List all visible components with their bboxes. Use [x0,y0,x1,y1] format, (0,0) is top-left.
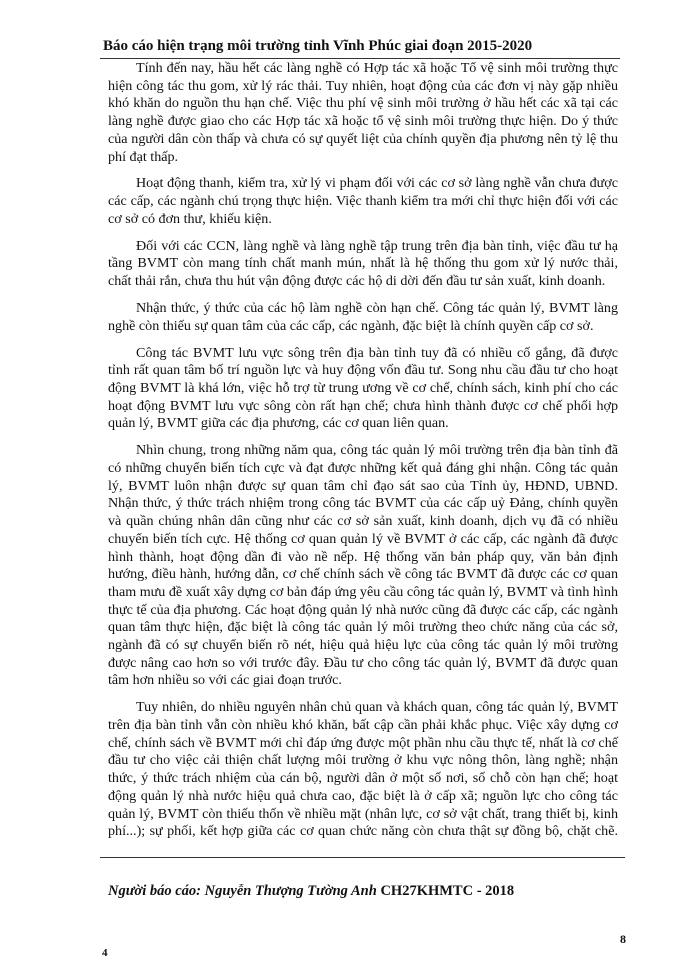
footer-reporter: Người báo cáo: Nguyễn Thượng Tường Anh [108,883,377,899]
paragraph-4: Nhận thức, ý thức của các hộ làm nghề còn hạn chế. Công tác quản lý, BVMT làng nghề còn thiếu sự quan tâm của các cấp, các ngành, đặc biệt là chính quyền cấp cơ sở. [108,300,618,334]
document-footer [108,883,514,900]
paragraph-3: Đối với các CCN, làng nghề và làng nghề tập trung trên địa bàn tỉnh, việc đầu tư hạ tầng BVMT còn mang tính chất manh mún, nhất là hệ thống thu gom xử lý nước thải, chất thải rắn, chưa thu hút vận động được các hộ di dời đến đầu tư sản xuất, kinh doanh. [108,237,618,290]
paragraph-6: Nhìn chung, trong những năm qua, công tác quản lý môi trường trên địa bàn tỉnh đã có những chuyển biến tích cực và đạt được những kết quả đáng ghi nhận. Công tác quản lý, BVMT luôn nhận được sự quan tâm chỉ đạo sát sao của Tỉnh ủy, HĐND, UBND. Nhận thức, ý thức trách nhiệm trong công tác BVMT của các cấp uỷ Đảng, chính quyền và quần chúng nhân dân cũng như các cơ sở sản xuất, kinh doanh, dịch vụ đã có nhiều chuyển biến tích cực. Hệ thống cơ quan quản lý về BVMT ở các cấp, các ngành đã được hình thành, hoạt động dần đi vào nề nếp. Hệ thống văn bản pháp quy, văn bản định hướng, điều hành, hướng dẫn, cơ chế chính sách về công tác BVMT đã được các cơ quan tham mưu đề xuất xây dựng cơ bản đáp ứng yêu cầu công tác quản lý, BVMT và tình hình thực tế của địa phương. Các hoạt động quản lý nhà nước cũng đã được các cấp, các ngành quan tâm thực hiện, đặc biệt là công tác quản lý môi trường theo chức năng của các sở, ngành đã có sự chuyển biến rõ nét, hiệu quả hiệu lực của công tác quản lý môi trường được nâng cao hơn so với trước đây. Đầu tư cho công tác quản lý, BVMT đã được quan tâm hơn nhiều so với các giai đoạn trước. [108,442,618,689]
paragraph-1: Tính đến nay, hầu hết các làng nghề có Hợp tác xã hoặc Tổ vệ sinh môi trường thực hiện công tác thu gom, xử lý rác thải. Tuy nhiên, hoạt động của các đơn vị này gặp nhiều khó khăn do nguồn thu hạn chế. Việc thu phí vệ sinh môi trường ở hầu hết các xã tại các làng nghề được giao cho các Hợp tác xã hoặc tổ vệ sinh môi trường thực hiện. Do ý thức của người dân còn thấp và chưa có sự quyết liệt của chính quyền địa phương nên tỷ lệ thu phí đạt thấp. [108,60,618,165]
footer-divider [100,857,625,858]
paragraph-7: Tuy nhiên, do nhiều nguyên nhân chủ quan và khách quan, công tác quản lý, BVMT trên địa bàn tỉnh vẫn còn nhiều khó khăn, bất cập cần phải khắc phục. Việc xây dựng cơ chế, chính sách về BVMT mới chỉ đáp ứng được một phần nhu cầu thực tế, nhất là cơ chế đầu tư cho việc cải thiện chất lượng môi trường ở khu vực nông thôn, làng nghề; nhận thức, ý thức trách nhiệm của cán bộ, người dân ở một số nơi, số chỗ còn hạn chế; hoạt động quản lý nhà nước hiệu quả chưa cao, đặc biệt là ở cấp xã; nguồn lực cho công tác quản lý, BVMT còn thiếu thốn về nhiều mặt (nhân lực, cơ sở vật chất, trang thiết bị, kinh phí...); sự phối, kết hợp giữa các cơ quan chức năng còn chưa thật sự đồng bộ, chặt chẽ. [108,699,618,840]
footer-class-code: CH27KHMTC - 2018 [380,883,515,899]
paragraph-5: Công tác BVMT lưu vực sông trên địa bàn tỉnh tuy đã có nhiều cố gắng, đã được tỉnh rất quan tâm bố trí nguồn lực và huy động vốn đầu tư. Song nhu cầu đầu tư cho hoạt động BVMT là khá lớn, việc hỗ trợ từ trung ương về cơ chế, chính sách, kinh phí cho các hoạt động BVMT lưu vực sông còn rất hạn chế; chưa hình thành được cơ chế phối hợp quản lý, BVMT giữa các địa phương, các cơ quan liên quan. [108,344,618,432]
document-body [108,60,618,850]
header-divider [100,58,620,59]
document-header: Báo cáo hiện trạng môi trường tỉnh Vĩnh Phúc giai đoạn 2015-2020 [103,38,533,54]
page-number-right: 8 [620,932,626,946]
page-number-left: 4 [102,947,108,959]
paragraph-2: Hoạt động thanh, kiểm tra, xử lý vi phạm đối với các cơ sở làng nghề vẫn chưa được các cấp, các ngành chú trọng thực hiện. Việc thanh kiểm tra mới chỉ thực hiện đối với các cơ sở có đơn thư, khiếu kiện. [108,175,618,227]
